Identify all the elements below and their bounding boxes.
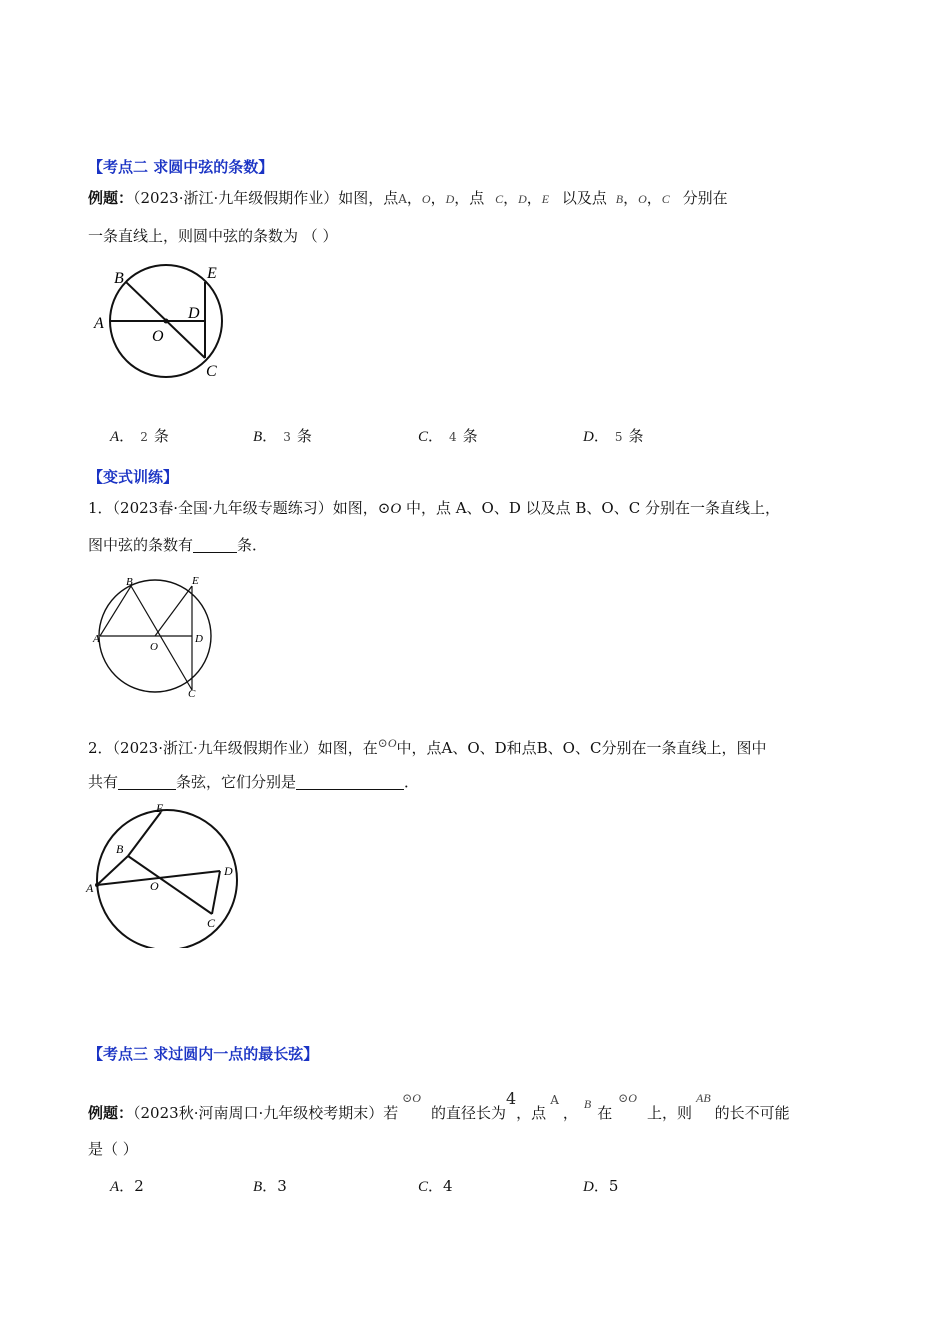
label-c: C <box>206 363 217 380</box>
label-e: E <box>207 265 217 282</box>
q1-text: 条． <box>237 536 268 554</box>
option-b: B． 3 条 <box>253 427 312 445</box>
point-a: A <box>398 192 407 206</box>
text: ，点 <box>516 1104 547 1122</box>
q2-line1 <box>88 736 766 756</box>
option-num: 4 <box>443 1177 453 1195</box>
q2-number: 2． <box>88 739 113 757</box>
point-o: O <box>638 192 647 206</box>
q1-text: 图中弦的条数有 <box>88 536 194 554</box>
q2-text: 共有 <box>88 773 119 791</box>
practice-title: 【变式训练】 <box>88 468 179 486</box>
figure-q2 <box>84 800 244 948</box>
option3-c: C．4 <box>418 1177 453 1195</box>
circle-symbol: ⊙O <box>402 1091 421 1105</box>
comma: ， <box>430 189 446 207</box>
text: ，点 <box>454 189 485 207</box>
point-d: D <box>445 192 455 206</box>
q1-answer-blank[interactable] <box>193 538 237 553</box>
option-letter: D <box>583 1179 594 1195</box>
chord-ab <box>97 856 128 885</box>
option-num: 5 <box>614 430 623 444</box>
point-b: B <box>583 1097 592 1111</box>
option-num: 3 <box>283 430 291 444</box>
point-c: C <box>661 192 670 206</box>
figure-example1 <box>88 258 238 388</box>
comma: ， <box>623 189 639 207</box>
chord-bc <box>131 586 192 690</box>
label-a: A <box>86 881 94 895</box>
option-num: 5 <box>608 1177 619 1195</box>
option-unit: 条 <box>296 427 312 445</box>
option-num: 4 <box>449 430 457 444</box>
q2-circle-symbol: ⊙O <box>377 736 397 750</box>
q1-number: 1． <box>88 499 113 517</box>
text: 的长不可能 <box>714 1104 790 1122</box>
option-unit: 条 <box>462 427 478 445</box>
diameter-value: 4 <box>505 1089 517 1108</box>
label-d: D <box>188 305 200 322</box>
example-source: （2023·浙江·九年级假期作业）如图，点 <box>133 189 399 207</box>
example-line1 <box>88 191 728 207</box>
option-letter: B <box>253 429 263 445</box>
example-label: 例题： <box>88 189 134 207</box>
option-num: 2 <box>134 1177 144 1195</box>
label-e: E <box>156 801 164 815</box>
option-letter: A <box>110 1179 120 1195</box>
label-b: B <box>126 576 133 588</box>
section3-title: 【考点三 求过圆内一点的最长弦】 <box>88 1045 319 1063</box>
option3-b: B．3 <box>253 1177 287 1195</box>
label-b: B <box>114 270 124 287</box>
q1-text: （2023春·全国·九年级专题练习）如图，⊙ <box>112 499 391 517</box>
point-a-dot <box>95 883 99 887</box>
circle-symbol: ⊙O <box>618 1091 637 1105</box>
label-c: C <box>188 688 196 700</box>
label-b: B <box>116 842 124 856</box>
circle <box>97 810 237 948</box>
point-a: A <box>550 1093 559 1107</box>
segment-bc <box>128 856 212 914</box>
point-o: O <box>421 192 431 206</box>
option-a: A． 2 条 <box>110 427 169 445</box>
option-c: C． 4 条 <box>418 427 478 445</box>
example3-line1 <box>88 1091 790 1121</box>
option-letter: C <box>418 1179 429 1195</box>
text: 在 <box>597 1104 613 1122</box>
point-d: D <box>518 192 527 206</box>
text: ， <box>562 1104 578 1122</box>
example-line2: 一条直线上，则圆中弦的条数为 （ ） <box>88 227 338 245</box>
option-d: D． 5 条 <box>583 427 644 445</box>
q2-text: ． <box>404 773 420 791</box>
q2-text: 中，点A、O、D和点B、O、C分别在一条直线上，图中 <box>396 739 767 757</box>
text: 上，则 <box>646 1104 692 1122</box>
comma: ， <box>646 189 662 207</box>
section2-title: 【考点二 求圆中弦的条数】 <box>88 158 274 176</box>
label-a: A <box>94 315 104 332</box>
label-o: O <box>150 879 159 893</box>
option-letter: C <box>418 429 429 445</box>
label-o: O <box>152 328 164 345</box>
text: 的直径长为 <box>430 1104 506 1122</box>
option-num: 3 <box>277 1177 287 1195</box>
text: 以及点 <box>561 189 607 207</box>
comma: ， <box>526 189 542 207</box>
label-c: C <box>207 916 216 930</box>
option-letter: B <box>253 1179 263 1195</box>
segment-ab: AB <box>695 1091 711 1105</box>
q1-circle-name: O <box>390 501 402 517</box>
q1-line2 <box>88 538 267 553</box>
label-o: O <box>150 641 158 653</box>
option-unit: 条 <box>628 427 644 445</box>
label-d: D <box>224 864 233 878</box>
option3-d: D．5 <box>583 1177 619 1195</box>
option-unit: 条 <box>153 427 169 445</box>
point-c: C <box>495 192 504 206</box>
chord-dc <box>212 871 220 914</box>
comma: ， <box>503 189 519 207</box>
label-d: D <box>195 633 203 645</box>
text: 分别在 <box>682 189 728 207</box>
q2-text: 条弦，它们分别是 <box>176 773 297 791</box>
option-num: 2 <box>140 430 148 444</box>
point-e: E <box>541 192 550 206</box>
option3-a: A．2 <box>110 1177 144 1195</box>
option-letter: A <box>110 429 120 445</box>
center-dot <box>164 319 169 324</box>
q2-text: （2023·浙江·九年级假期作业）如图，在 <box>112 739 378 757</box>
segment-oe <box>155 586 192 636</box>
comma: ， <box>406 189 422 207</box>
option-letter: D <box>583 429 594 445</box>
figure-q1 <box>88 572 228 702</box>
example3-line2: 是（ ） <box>88 1140 138 1158</box>
example-source: （2023秋·河南周口·九年级校考期末）若 <box>133 1104 399 1122</box>
q1-text: 中，点 A、O、D 以及点 B、O、C 分别在一条直线上， <box>401 499 780 517</box>
q2-line2 <box>88 775 419 790</box>
q2-count-blank[interactable] <box>118 775 176 790</box>
q1-line1 <box>88 501 780 517</box>
point-b: B <box>615 192 624 206</box>
example-label: 例题： <box>88 1104 134 1122</box>
label-e: E <box>192 575 199 587</box>
q2-list-blank[interactable] <box>296 775 404 790</box>
label-a: A <box>93 633 100 645</box>
